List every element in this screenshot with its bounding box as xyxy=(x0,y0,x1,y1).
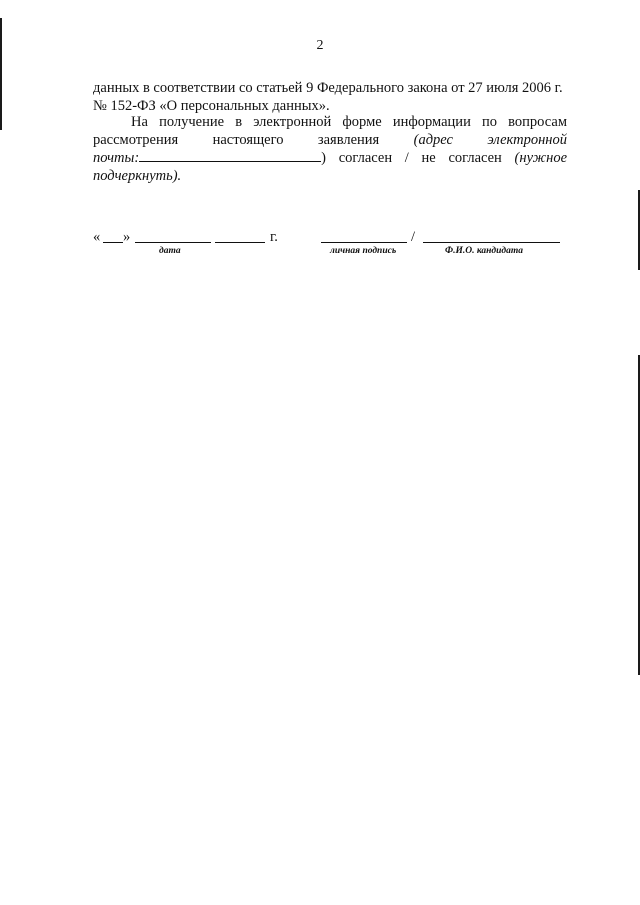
line2-normal-text: рассмотрения настоящего заявления xyxy=(93,132,380,148)
email-label: почты: xyxy=(93,150,140,166)
paragraph-line: № 152-ФЗ «О персональных данных». xyxy=(93,98,330,114)
underline-instruction-start: (нужное xyxy=(514,150,568,166)
day-blank-line[interactable] xyxy=(103,242,123,243)
signature-row xyxy=(93,229,567,269)
paragraph-email-consent xyxy=(93,113,567,131)
scan-edge-left xyxy=(0,18,2,130)
underline-instruction-end: подчеркнуть). xyxy=(93,168,182,184)
caption-date: дата xyxy=(159,246,181,256)
caption-candidate-name: Ф.И.О. кандидата xyxy=(445,246,524,256)
open-quote: « xyxy=(93,229,101,245)
caption-signature: личная подпись xyxy=(330,246,397,256)
month-blank-line[interactable] xyxy=(135,242,211,243)
email-blank-line[interactable] xyxy=(139,149,321,162)
consent-choice-text: ) согласен / не согласен xyxy=(321,150,502,166)
slash-separator: / xyxy=(411,229,416,245)
paragraph-email-consent-line4 xyxy=(93,167,567,185)
year-blank-line[interactable] xyxy=(215,242,265,243)
paragraph-personal-data xyxy=(93,79,567,115)
line2-italic-text: (адрес электронной xyxy=(413,132,567,148)
candidate-name-blank-line[interactable] xyxy=(423,242,560,243)
signature-blank-line[interactable] xyxy=(321,242,407,243)
paragraph-email-consent-line3 xyxy=(93,149,567,167)
close-quote: » xyxy=(123,229,131,245)
paragraph-line: На получение в электронной форме информации по вопросам xyxy=(131,114,567,130)
email-field-group xyxy=(93,150,502,166)
paragraph-line: данных в соответствии со статьей 9 Федерального закона от 27 июля 2006 г. xyxy=(93,80,563,96)
paragraph-email-consent-line2 xyxy=(93,131,567,149)
page-number: 2 xyxy=(316,38,324,53)
year-suffix: г. xyxy=(270,229,278,245)
